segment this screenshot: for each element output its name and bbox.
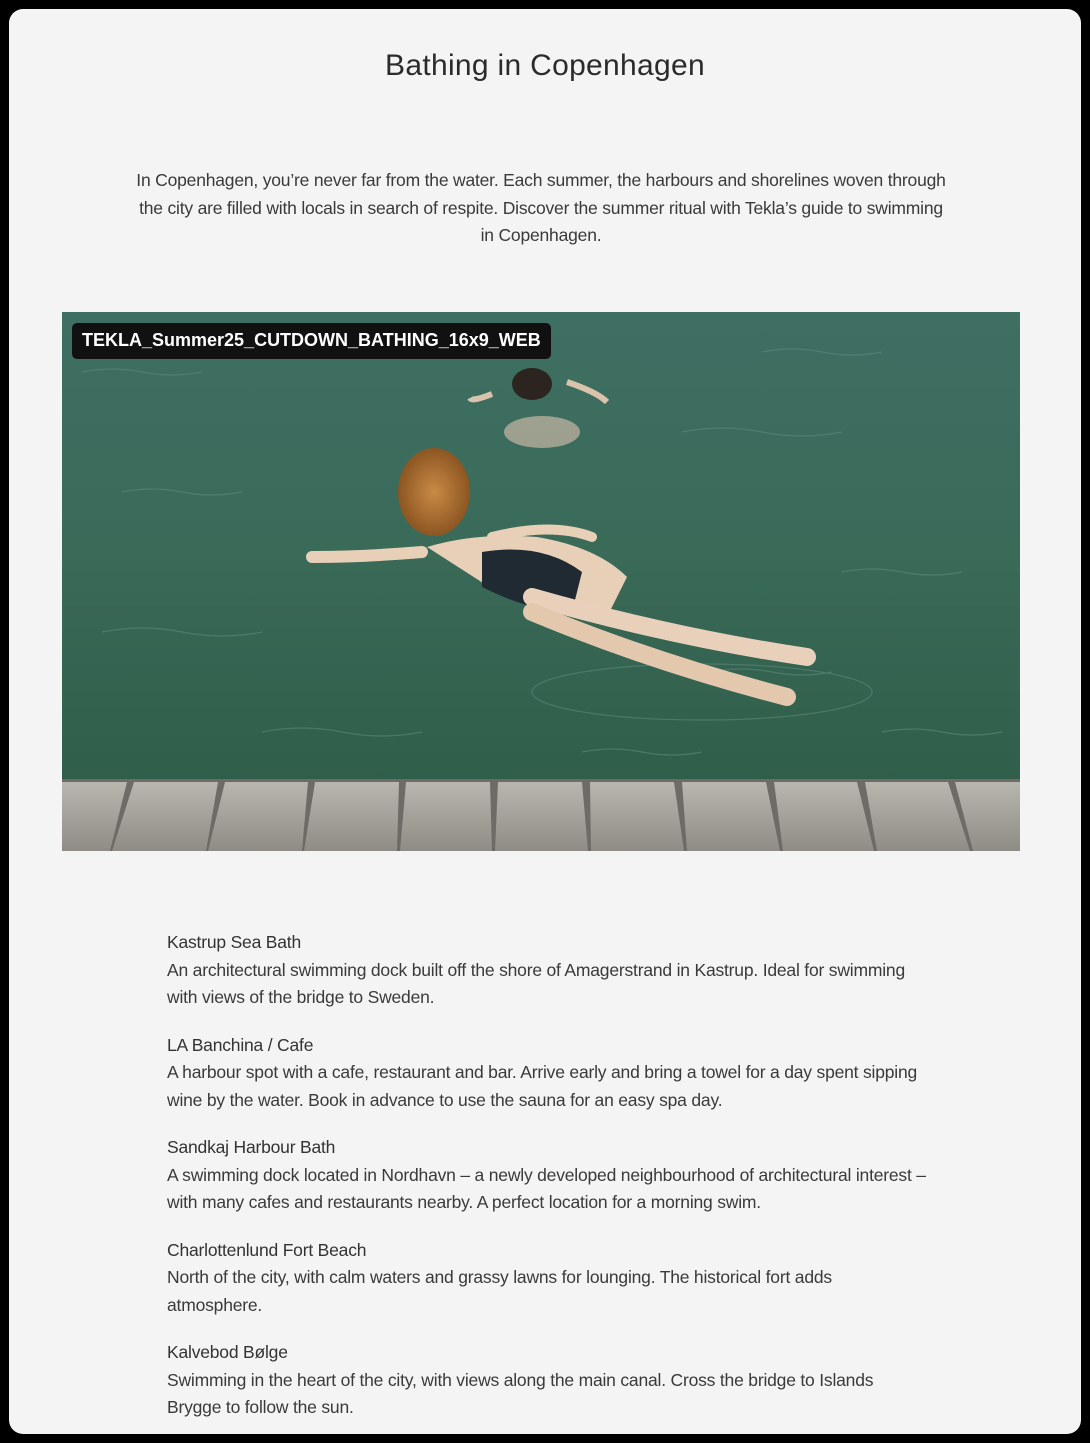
- list-item: [167, 929, 927, 1012]
- page-container: [9, 9, 1081, 1434]
- spot-name: Charlottenlund Fort Beach: [167, 1239, 367, 1260]
- spot-description: North of the city, with calm waters and grassy lawns for lounging. The historical fort adds atmosphere.: [167, 1267, 832, 1315]
- spot-description: A harbour spot with a cafe, restaurant and bar. Arrive early and bring a towel for a day spent sipping wine by the water. Book in advance to use the sauna for an easy spa day.: [167, 1062, 918, 1110]
- video-title-label: TEKLA_Summer25_CUTDOWN_BATHING_16x9_WEB: [72, 323, 551, 359]
- list-item: [167, 1339, 927, 1422]
- video-frame-image: [62, 312, 1020, 851]
- bathing-spots-list: [167, 929, 927, 1434]
- video-player[interactable]: [62, 312, 1020, 851]
- spot-name: Kastrup Sea Bath: [167, 932, 301, 952]
- spot-name: Sandkaj Harbour Bath: [167, 1137, 336, 1157]
- list-item: [167, 1134, 927, 1217]
- spot-description: A swimming dock located in Nordhavn – a newly developed neighbourhood of architectural interest – with many cafes and restaurants nearby. A perfect location for a morning swim.: [167, 1164, 926, 1212]
- list-item: [167, 1237, 927, 1320]
- spot-name: Kalvebod Bølge: [167, 1342, 288, 1362]
- intro-paragraph: In Copenhagen, you’re never far from the water. Each summer, the harbours and shorelines woven through the city are filled with locals in search of respite. Discover the summer ritual with Tekla’s guide to swimming in Copenhagen.: [136, 170, 946, 245]
- spot-description: An architectural swimming dock built off the shore of Amagerstrand in Kastrup. Ideal for swimming with views of the bridge to Sweden.: [167, 959, 905, 1007]
- spot-name: LA Banchina / Cafe: [167, 1034, 314, 1055]
- page-title: Bathing in Copenhagen: [385, 49, 705, 82]
- list-item: [167, 1032, 927, 1115]
- spot-description: Swimming in the heart of the city, with views along the main canal. Cross the bridge to Islands Brygge to follow the sun.: [167, 1369, 874, 1417]
